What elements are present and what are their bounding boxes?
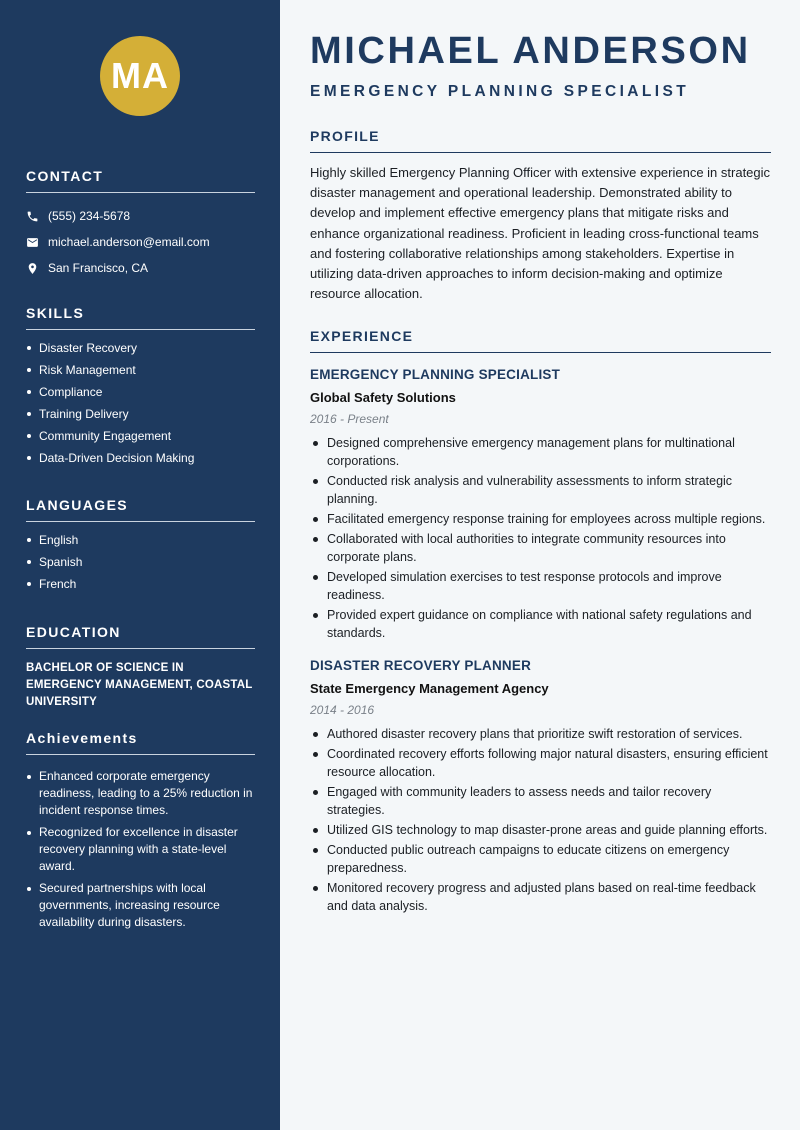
job-bullet: Provided expert guidance on compliance with national safety regulations and standards. <box>310 606 771 642</box>
achievements-list <box>26 768 255 931</box>
job-bullet: Collaborated with local authorities to integrate community resources into corporate plans. <box>310 530 771 566</box>
experience-section <box>310 328 771 917</box>
skill-item: Training Delivery <box>26 403 255 425</box>
job-bullets <box>310 434 771 642</box>
skills-heading: SKILLS <box>26 305 255 330</box>
job-company: Global Safety Solutions <box>310 390 456 405</box>
contact-list <box>26 203 255 281</box>
contact-email[interactable] <box>26 229 255 255</box>
skill-item: Data-Driven Decision Making <box>26 447 255 469</box>
achievement-item: Recognized for excellence in disaster recovery planning with a state-level award. <box>26 824 255 875</box>
achievement-item: Enhanced corporate emergency readiness, leading to a 25% reduction in incident response times. <box>26 768 255 819</box>
languages-list <box>26 529 255 595</box>
achievements-section <box>26 730 255 936</box>
language-item: English <box>26 529 255 551</box>
achievement-item: Secured partnerships with local governments, increasing resource availability during disasters. <box>26 880 255 931</box>
job-bullet: Monitored recovery progress and adjusted plans based on real-time feedback and data analysis. <box>310 879 771 915</box>
candidate-name: MICHAEL ANDERSON <box>310 30 751 72</box>
profile-section <box>310 128 771 304</box>
skill-item: Disaster Recovery <box>26 337 255 359</box>
job-dates: 2014 - 2016 <box>310 703 375 717</box>
contact-location <box>26 255 255 281</box>
skill-item: Risk Management <box>26 359 255 381</box>
experience-heading: EXPERIENCE <box>310 328 771 353</box>
job-bullets <box>310 725 771 915</box>
job-bullet: Developed simulation exercises to test response protocols and improve readiness. <box>310 568 771 604</box>
profile-heading: PROFILE <box>310 128 771 153</box>
contact-location-text: San Francisco, CA <box>48 261 149 275</box>
job-bullet: Conducted public outreach campaigns to educate citizens on emergency preparedness. <box>310 841 771 877</box>
contact-section <box>26 168 255 281</box>
achievements-heading: Achievements <box>26 730 255 755</box>
location-icon <box>26 262 39 275</box>
languages-heading: LANGUAGES <box>26 497 255 522</box>
education-heading: EDUCATION <box>26 624 255 649</box>
job-bullet: Authored disaster recovery plans that prioritize swift restoration of services. <box>310 725 771 743</box>
job-bullet: Coordinated recovery efforts following major natural disasters, ensuring efficient resource allocation. <box>310 745 771 781</box>
skill-item: Compliance <box>26 381 255 403</box>
languages-section <box>26 497 255 595</box>
education-degree: BACHELOR OF SCIENCE IN EMERGENCY MANAGEMENT, COASTAL UNIVERSITY <box>26 662 253 708</box>
language-item: Spanish <box>26 551 255 573</box>
avatar: MA <box>100 36 180 116</box>
contact-phone[interactable] <box>26 203 255 229</box>
job-entry <box>310 658 771 915</box>
job-bullet: Facilitated emergency response training for employees across multiple regions. <box>310 510 771 528</box>
sidebar <box>0 0 280 1130</box>
job-bullet: Designed comprehensive emergency management plans for multinational corporations. <box>310 434 771 470</box>
email-icon <box>26 236 39 249</box>
job-bullet: Utilized GIS technology to map disaster-prone areas and guide planning efforts. <box>310 821 771 839</box>
job-title: EMERGENCY PLANNING SPECIALIST <box>310 367 561 382</box>
skills-section <box>26 305 255 469</box>
job-dates: 2016 - Present <box>310 412 389 426</box>
skills-list <box>26 337 255 469</box>
job-entry <box>310 367 771 642</box>
job-bullet: Conducted risk analysis and vulnerability assessments to inform strategic planning. <box>310 472 771 508</box>
contact-email-text: michael.anderson@email.com <box>48 235 210 249</box>
language-item: French <box>26 573 255 595</box>
skill-item: Community Engagement <box>26 425 255 447</box>
job-company: State Emergency Management Agency <box>310 681 549 696</box>
profile-text: Highly skilled Emergency Planning Officer with extensive experience in strategic disaster management and operational leadership. Demonstrated ability to develop and implement effective emergency plans that mitigate risks and enhance organizational readiness. Proficient in leading cross-functional teams and fostering collaborative relationships among stakeholders. Expertise in utilizing data-driven approaches to inform decision-making and optimize resource allocation. <box>310 165 771 302</box>
contact-phone-text: (555) 234-5678 <box>48 209 131 223</box>
education-section <box>26 624 255 711</box>
candidate-title: EMERGENCY PLANNING SPECIALIST <box>310 83 690 100</box>
job-title: DISASTER RECOVERY PLANNER <box>310 658 532 673</box>
phone-icon <box>26 210 39 223</box>
contact-heading: CONTACT <box>26 168 255 193</box>
job-bullet: Engaged with community leaders to assess needs and tailor recovery strategies. <box>310 783 771 819</box>
